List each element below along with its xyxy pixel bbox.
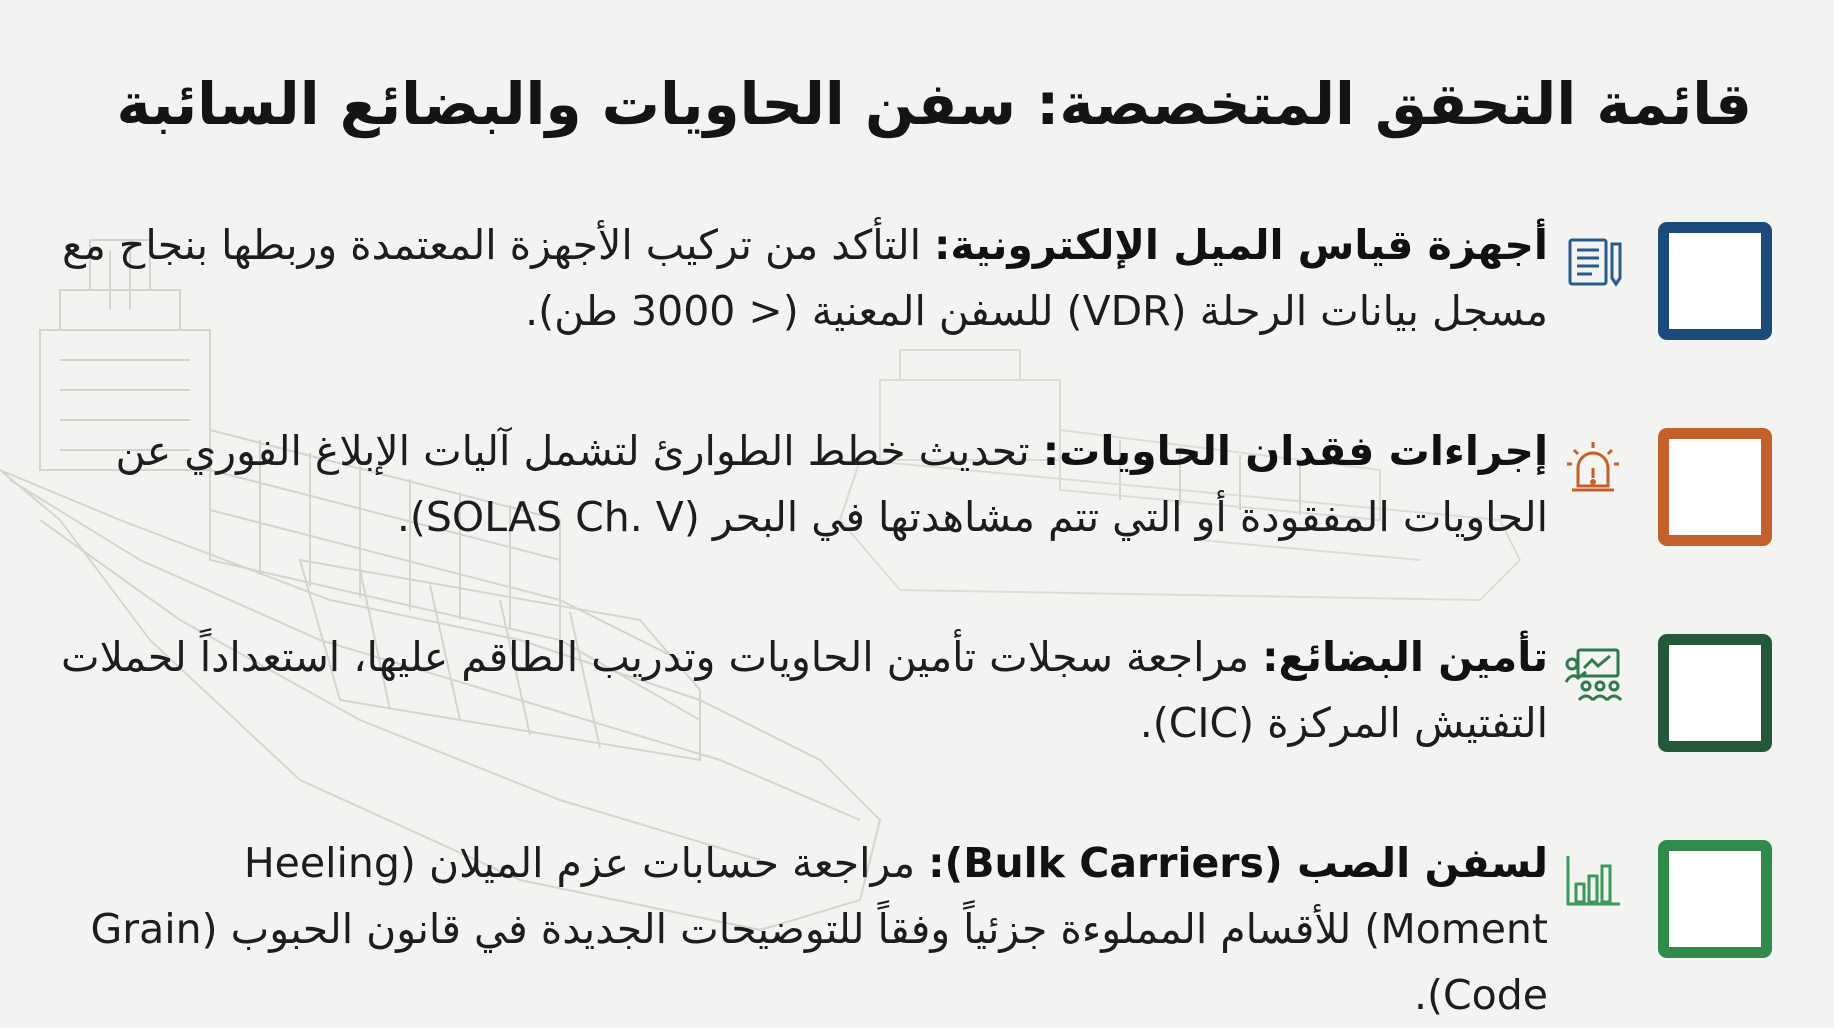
checklist-item-text	[60, 418, 1548, 550]
item-body: تحديث خطط الطوارئ لتشمل آليات الإبلاغ الفوري عن الحاويات المفقودة أو التي تتم مشاهدتها في البحر (SOLAS Ch. V).	[115, 427, 1548, 541]
checklist-item	[0, 830, 1834, 1019]
checklist-checkbox[interactable]	[1658, 634, 1772, 752]
item-body: مراجعة سجلات تأمين الحاويات وتدريب الطاقم عليها، استعداداً لحملات التفتيش المركزة (CIC).	[60, 633, 1548, 747]
checklist-item-text	[60, 830, 1548, 1028]
alarm-siren-icon	[1564, 440, 1622, 496]
checklist-item-text	[60, 212, 1548, 344]
checklist-item	[0, 212, 1834, 362]
item-lead: تأمين البضائع:	[1262, 633, 1548, 681]
checklist-checkbox[interactable]	[1658, 222, 1772, 340]
checklist-item-text	[60, 624, 1548, 756]
item-body: التأكد من تركيب الأجهزة المعتمدة وربطها بنجاح مع مسجل بيانات الرحلة (VDR) للسفن المعنية (< 3000 طن).	[62, 221, 1548, 335]
item-lead: أجهزة قياس الميل الإلكترونية:	[934, 221, 1548, 269]
item-lead: لسفن الصب (Bulk Carriers):	[928, 839, 1548, 887]
checklist-item	[0, 418, 1834, 568]
item-body: مراجعة حسابات عزم الميلان (Heeling Moment) للأقسام المملوءة جزئياً وفقاً للتوضيحات الجديدة في قانون الحبوب (Grain Code).	[90, 839, 1548, 1019]
item-lead: إجراءات فقدان الحاويات:	[1042, 427, 1548, 475]
checklist-checkbox[interactable]	[1658, 840, 1772, 958]
document-list-icon	[1564, 234, 1622, 290]
checklist-item	[0, 624, 1834, 774]
page-title: قائمة التحقق المتخصصة: سفن الحاويات والبضائع السائبة	[116, 70, 1752, 138]
bar-chart-icon	[1564, 852, 1622, 908]
training-presentation-icon	[1564, 646, 1622, 702]
checklist-checkbox[interactable]	[1658, 428, 1772, 546]
